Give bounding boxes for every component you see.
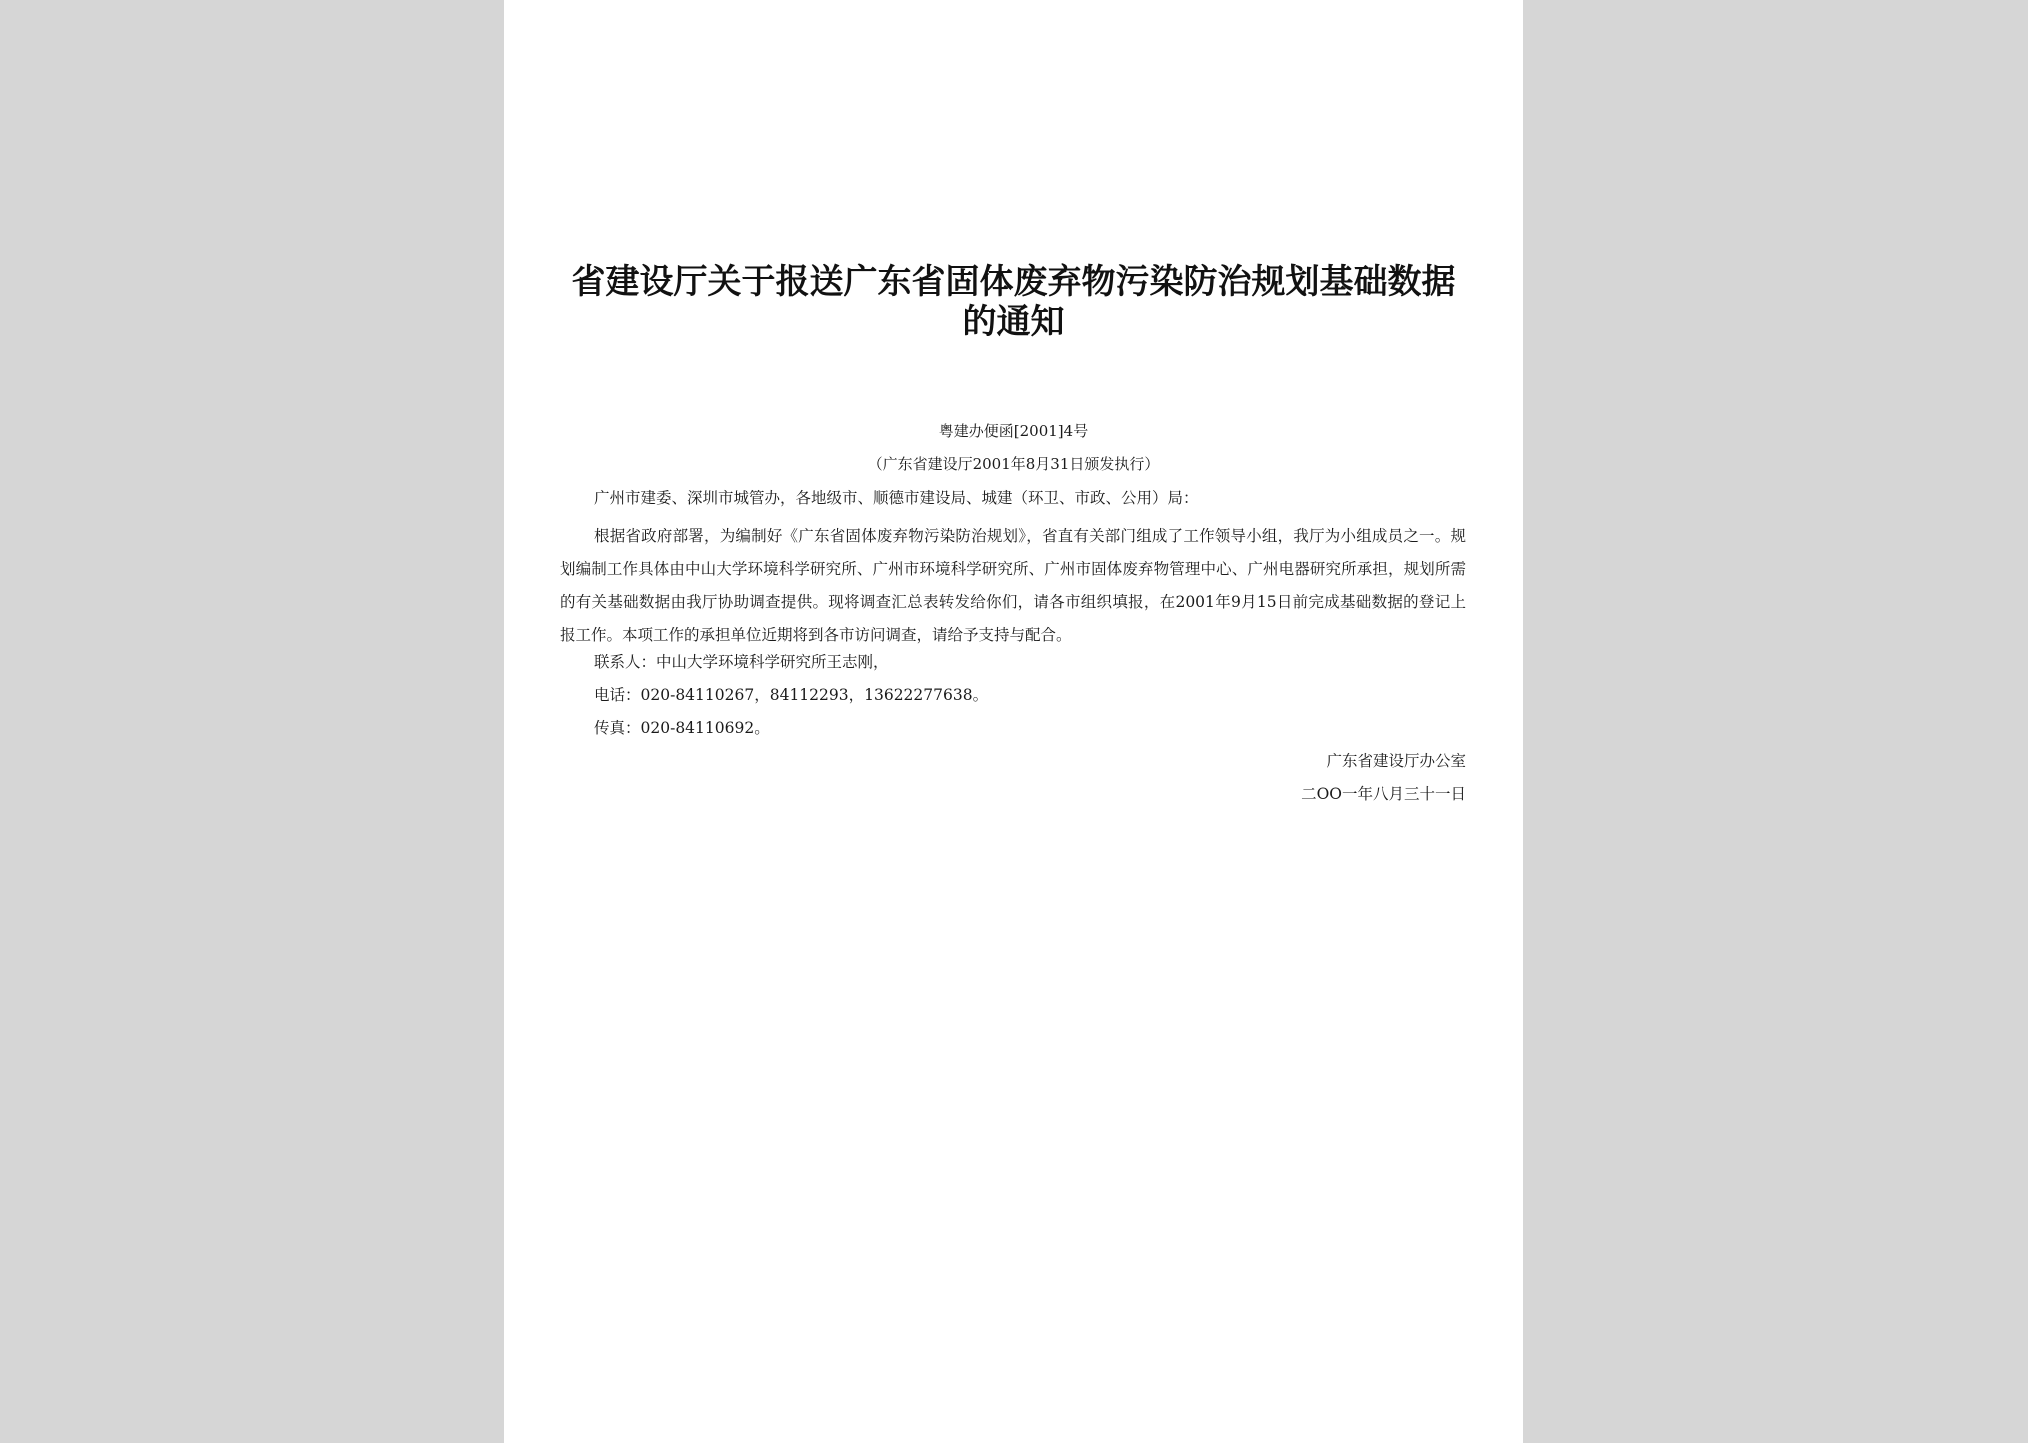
fax-line: 传真：020-84110692。 bbox=[594, 719, 770, 737]
body-paragraph: 根据省政府部署，为编制好《广东省固体废弃物污染防治规划》，省直有关部门组成了工作领导小组，我厅为小组成员之一。规划编制工作具体由中山大学环境科学研究所、广州市环境科学研究所、广州市固体废弃物管理中心、广州电器研究所承担，规划所需的有关基础数据由我厅协助调查提供。现将调查汇总表转发给你们，请各市组织填报，在2001年9月15日前完成基础数据的登记上报工作。本项工作的承担单位近期将到各市访问调查，请给予支持与配合。 bbox=[560, 527, 1466, 644]
issue-date: 二OO一年八月三十一日 bbox=[1301, 785, 1466, 803]
phone-line: 电话：020-84110267，84112293，13622277638。 bbox=[594, 686, 989, 704]
issuer-signature: 广东省建设厅办公室 bbox=[1326, 752, 1466, 770]
document-number: 粤建办便函[2001]4号 bbox=[938, 422, 1089, 440]
issued-note: （广东省建设厅2001年8月31日颁发执行） bbox=[867, 455, 1160, 473]
document-title: 省建设厅关于报送广东省固体废弃物污染防治规划基础数据的通知 bbox=[571, 262, 1456, 342]
recipients-line: 广州市建委、深圳市城管办，各地级市、顺德市建设局、城建（环卫、市政、公用）局： bbox=[594, 489, 1199, 507]
document-page bbox=[504, 0, 1523, 1443]
contact-line: 联系人：中山大学环境科学研究所王志刚， bbox=[594, 653, 889, 671]
